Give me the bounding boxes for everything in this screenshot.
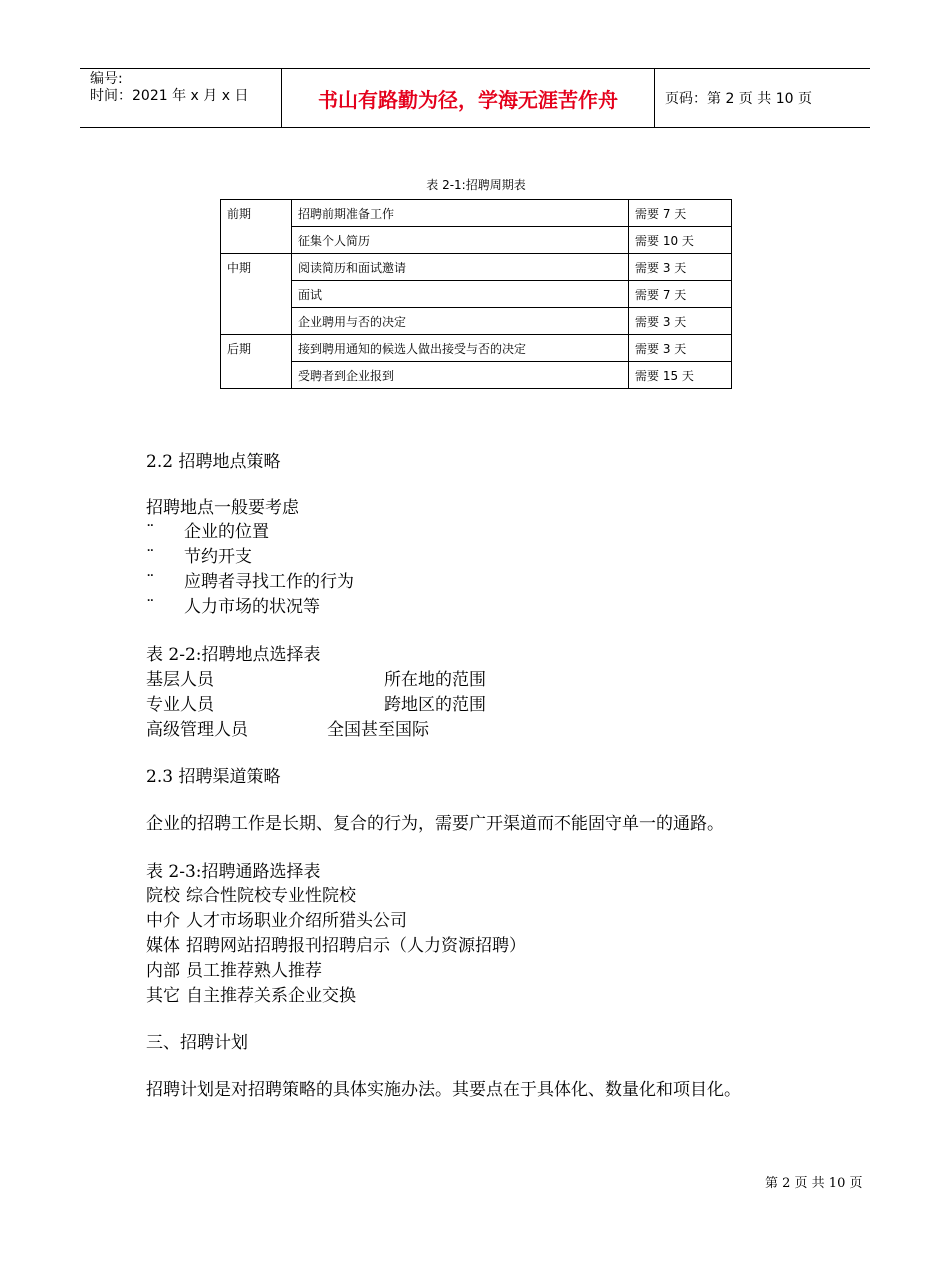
- location-who: 高级管理人员: [146, 720, 248, 740]
- table-row: [146, 934, 526, 958]
- location-scope: 所在地的范围: [384, 670, 486, 690]
- location-who: 基层人员: [146, 670, 214, 690]
- channel-detail: 综合性院校专业性院校: [186, 886, 356, 906]
- task-cell: 接到聘用通知的候选人做出接受与否的决定: [292, 335, 629, 362]
- channel-name: 媒体: [146, 936, 180, 956]
- duration-cell: 需要 7 天: [629, 200, 732, 227]
- channel-name: 院校: [146, 886, 180, 906]
- time-label: 时间：2021 年 x 月 x 日: [90, 88, 249, 104]
- channel-name: 中介: [146, 911, 180, 931]
- bullet-mark: ¨: [146, 597, 155, 617]
- channel-name: 内部: [146, 961, 180, 981]
- table-row: [221, 281, 732, 308]
- channel-name: 其它: [146, 986, 180, 1006]
- phase-cell: 中期: [221, 254, 292, 335]
- channel-detail: 人才市场职业介绍所猎头公司: [186, 911, 407, 931]
- table-row: [146, 909, 407, 933]
- header-motto: 书山有路勤为径，学海无涯苦作舟: [282, 69, 655, 127]
- duration-cell: 需要 15 天: [629, 362, 732, 389]
- list-item: [146, 570, 354, 594]
- table-2-1-title: 表 2-1:招聘周期表: [426, 178, 526, 192]
- bullet-mark: ¨: [146, 522, 155, 542]
- duration-cell: 需要 10 天: [629, 227, 732, 254]
- section-2-2-heading: 2.2 招聘地点策略: [146, 452, 281, 472]
- list-item: [146, 595, 320, 619]
- channel-detail: 自主推荐关系企业交换: [186, 986, 356, 1006]
- section-3-paragraph: 招聘计划是对招聘策略的具体实施办法。其要点在于具体化、数量化和项目化。: [146, 1080, 741, 1100]
- duration-cell: 需要 3 天: [629, 308, 732, 335]
- duration-cell: 需要 7 天: [629, 281, 732, 308]
- table-row: [146, 668, 546, 692]
- header-meta: [80, 69, 282, 127]
- bullet-text: 企业的位置: [184, 522, 269, 542]
- table-row: [146, 884, 356, 908]
- list-item: [146, 520, 269, 544]
- task-cell: 招聘前期准备工作: [292, 200, 629, 227]
- section-2-2-intro: 招聘地点一般要考虑: [146, 498, 299, 518]
- table-row: [146, 693, 546, 717]
- channel-detail: 招聘网站招聘报刊招聘启示（人力资源招聘）: [186, 936, 526, 956]
- task-cell: 受聘者到企业报到: [292, 362, 629, 389]
- table-row: [221, 254, 732, 281]
- task-cell: 阅读简历和面试邀请: [292, 254, 629, 281]
- location-scope: 全国甚至国际: [327, 720, 429, 740]
- location-who: 专业人员: [146, 695, 214, 715]
- section-2-3-paragraph: 企业的招聘工作是长期、复合的行为，需要广开渠道而不能固守单一的通路。: [146, 814, 724, 834]
- table-row: [146, 984, 356, 1008]
- task-cell: 征集个人简历: [292, 227, 629, 254]
- bullet-text: 节约开支: [184, 547, 252, 567]
- number-label: 编号:: [90, 71, 123, 87]
- table-2-3-title: 表 2-3:招聘通路选择表: [146, 862, 321, 882]
- header-page-info: 页码：第 2 页 共 10 页: [665, 91, 812, 107]
- table-row: [146, 959, 322, 983]
- recruitment-cycle-table: [220, 199, 732, 389]
- table-row: [221, 362, 732, 389]
- table-row: [221, 308, 732, 335]
- bullet-mark: ¨: [146, 547, 155, 567]
- duration-cell: 需要 3 天: [629, 335, 732, 362]
- list-item: [146, 545, 252, 569]
- table-row: [221, 227, 732, 254]
- table-row: [146, 718, 546, 742]
- page-header: [80, 68, 870, 128]
- bullet-text: 应聘者寻找工作的行为: [184, 572, 354, 592]
- section-2-3-heading: 2.3 招聘渠道策略: [146, 767, 281, 787]
- table-2-2-title: 表 2-2:招聘地点选择表: [146, 645, 321, 665]
- table-row: [221, 200, 732, 227]
- task-cell: 企业聘用与否的决定: [292, 308, 629, 335]
- phase-cell: 后期: [221, 335, 292, 389]
- channel-detail: 员工推荐熟人推荐: [186, 961, 322, 981]
- task-cell: 面试: [292, 281, 629, 308]
- phase-cell: 前期: [221, 200, 292, 254]
- table-row: [221, 335, 732, 362]
- bullet-mark: ¨: [146, 572, 155, 592]
- page-footer: 第 2 页 共 10 页: [765, 1176, 863, 1191]
- section-3-heading: 三、招聘计划: [146, 1033, 248, 1053]
- location-scope: 跨地区的范围: [384, 695, 486, 715]
- duration-cell: 需要 3 天: [629, 254, 732, 281]
- bullet-text: 人力市场的状况等: [184, 597, 320, 617]
